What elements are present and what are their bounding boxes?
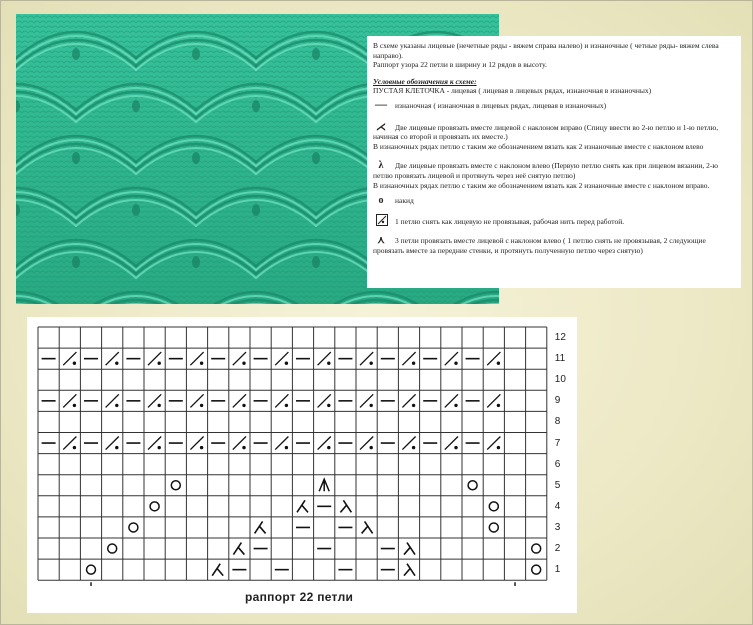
eyelet-hole — [72, 152, 80, 164]
k2tog-stitch — [297, 500, 308, 512]
rapport-bracket — [91, 582, 515, 586]
eyelet-hole — [132, 100, 140, 112]
k2tog-stitch — [255, 521, 266, 533]
eyelet-hole — [72, 256, 80, 268]
slip-stitch-dot — [327, 404, 330, 407]
legend-ssk-2: В изнаночных рядах петлю с таким же обозначением вязать как 2 изнаночные вместе с наклоном вправо. — [373, 180, 710, 190]
slip-stitch-dot — [242, 446, 245, 449]
legend-yo: накид — [395, 196, 414, 206]
dec3-icon: ⋏ — [377, 235, 385, 247]
row-number-label: 12 — [554, 332, 566, 343]
legend-dec3: 3 петли провязать вместе лицевой с наклоном влево ( 1 петлю снять не провязывая, 2 следующие провязать вместе за передние стенки, и протянуть полученную петлю через снятую) — [373, 236, 706, 255]
legend-ssk-1: Две лицевые провязать вместе с наклоном влево (Первую петлю снять как при лицевом вязании, 2-ю петлю провязать лицевой и протянуть через неё снятую петлю) — [373, 161, 719, 180]
slip-stitch-dot — [285, 446, 288, 449]
row-number-label: 10 — [554, 374, 566, 386]
slip-stitch-dot — [454, 446, 457, 449]
yarn-over — [532, 544, 541, 553]
legend-empty-cell: ПУСТАЯ КЛЕТОЧКА - лицевая ( лицевая в лицевых рядах, изнаночная в изнаночных) — [373, 86, 652, 96]
slip-stitch-dot — [115, 404, 118, 407]
yarn-over — [171, 481, 180, 490]
yarn-over — [468, 481, 477, 490]
eyelet-hole — [132, 204, 140, 216]
slip-stitch-dot — [200, 446, 203, 449]
yarn-over — [87, 565, 96, 574]
purl-icon: — — [375, 96, 387, 111]
ssk-icon: λ — [378, 160, 384, 172]
slip-stitch-dot — [73, 362, 76, 365]
eyelet-hole — [312, 152, 320, 164]
slip-stitch-dot — [497, 446, 500, 449]
slip-stitch-dot — [497, 362, 500, 365]
row-number-label: 5 — [554, 479, 561, 491]
eyelet-hole — [252, 100, 260, 112]
ssk-stitch — [404, 564, 415, 576]
yarn-over — [532, 565, 541, 574]
slip-stitch-dot — [327, 446, 330, 449]
slip-stitch-dot — [73, 446, 76, 449]
k2tog-stitch — [212, 564, 223, 576]
slip-stitch-dot — [285, 362, 288, 365]
slip-stitch-dot — [158, 404, 161, 407]
slip-stitch-dot — [370, 404, 373, 407]
slip-stitch-dot — [115, 446, 118, 449]
ssk-stitch — [404, 543, 415, 555]
yarn-over — [150, 502, 159, 511]
row-number-label: 4 — [554, 500, 561, 512]
slip-stitch-dot — [412, 404, 415, 407]
row-number-label: 8 — [554, 416, 561, 428]
eyelet-hole — [192, 48, 200, 60]
eyelet-hole — [192, 256, 200, 268]
legend-k2tog-1: Две лицевые провязать вместе лицевой с наклоном вправо (Спицу ввести во 2-ю петлю и 1-ю петлю, начиная со второй и провязать их вместе.) — [373, 122, 719, 142]
k2tog-stitch — [233, 543, 244, 555]
row-number-label: 11 — [554, 353, 566, 365]
ssk-stitch — [362, 521, 373, 533]
eyelet-hole — [192, 152, 200, 164]
slip-stitch-dot — [285, 404, 288, 407]
eyelet-hole — [312, 256, 320, 268]
dec3-stitch — [319, 479, 329, 491]
knitting-chart-grid — [37, 326, 557, 586]
slip-stitch-dot — [200, 362, 203, 365]
row-number-label: 6 — [554, 458, 561, 470]
yarn-over-icon: o — [378, 195, 384, 207]
row-number-label: 2 — [554, 543, 561, 554]
rapport-label: раппорт 22 петли — [245, 590, 354, 604]
legend-intro: В схеме указаны лицевые (нечетные ряды - вяжем справа налево) и изнаночные ( четные ряды- вяжем слева направо). — [373, 41, 719, 60]
slip-stitch-dot — [370, 362, 373, 365]
slip-stitch-dot — [497, 404, 500, 407]
knitting-chart-panel — [27, 317, 577, 613]
ssk-stitch — [340, 500, 351, 512]
slip-stitch-dot — [115, 362, 118, 365]
legend-slip: 1 петлю снять как лицевую не провязывая, рабочая нить перед работой. — [395, 216, 625, 226]
slip-stitch-dot — [73, 404, 76, 407]
eyelet-hole — [252, 204, 260, 216]
slip-stitch-dot — [242, 404, 245, 407]
slip-stitch-dot — [200, 404, 203, 407]
yarn-over — [489, 502, 498, 511]
yarn-over — [129, 523, 138, 532]
k2tog-icon: ⋌ — [376, 121, 386, 133]
slip-stitch-dot — [412, 362, 415, 365]
row-number-label: 9 — [554, 395, 561, 407]
legend-panel — [367, 36, 741, 288]
row-number-label: 3 — [554, 521, 561, 533]
yarn-over — [108, 544, 117, 553]
slip-stitch-icon — [376, 214, 388, 226]
yarn-over — [489, 523, 498, 532]
eyelet-hole — [312, 48, 320, 60]
legend-repeat: Раппорт узора 22 петли в ширину и 12 рядов в высоту. — [373, 60, 547, 70]
legend-k2tog-2: В изнаночных рядах петлю с таким же обозначением вязать как 2 изнаночные вместе с наклоном влево — [373, 141, 704, 151]
slip-stitch-dot — [454, 404, 457, 407]
slip-stitch-dot — [242, 362, 245, 365]
slip-stitch-dot — [158, 362, 161, 365]
slip-stitch-dot — [158, 446, 161, 449]
slip-stitch-dot — [370, 446, 373, 449]
legend-purl: изнаночная ( изнаночная в лицевых рядах, лицевая в изнаночных) — [395, 100, 607, 110]
eyelet-hole — [72, 48, 80, 60]
legend-heading: Условные обозначения к схеме: — [373, 76, 477, 86]
row-number-label: 7 — [554, 437, 561, 449]
slip-stitch-dot — [454, 362, 457, 365]
row-number-label: 1 — [554, 564, 561, 576]
slip-stitch-dot — [412, 446, 415, 449]
slip-stitch-dot — [327, 362, 330, 365]
